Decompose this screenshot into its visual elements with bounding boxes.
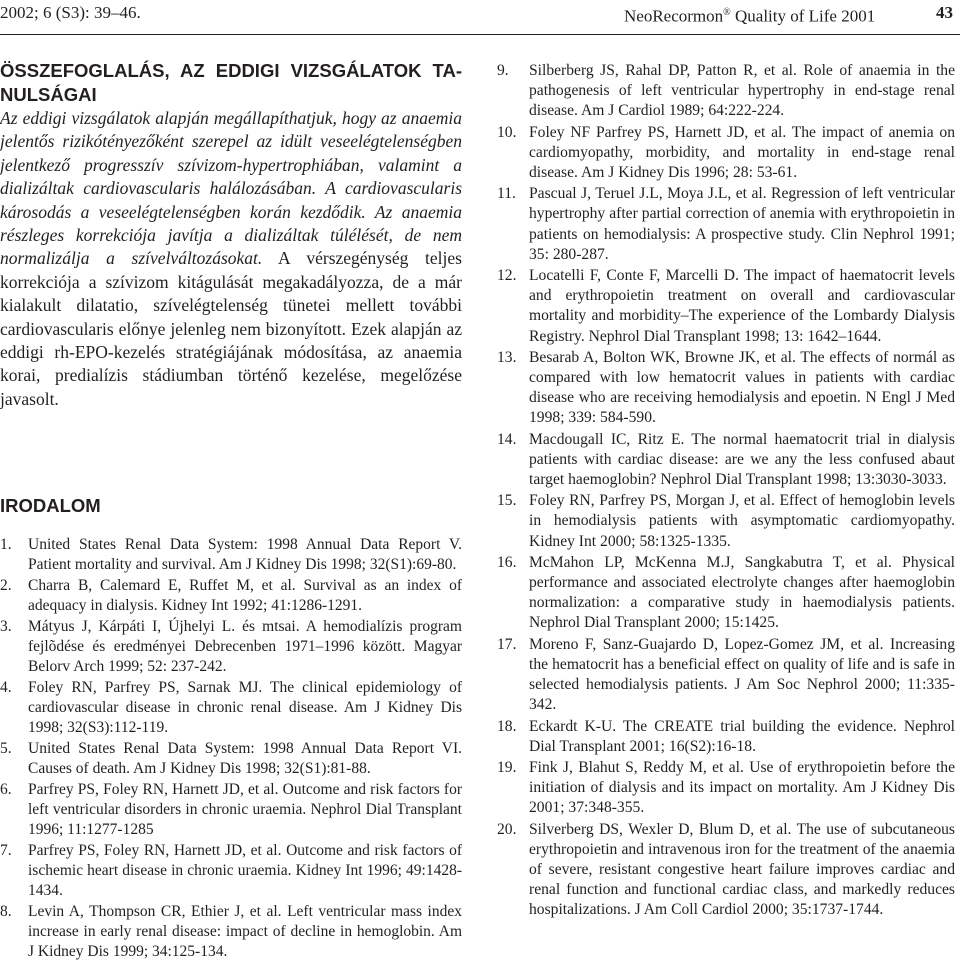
reference-item bbox=[497, 758, 955, 819]
running-title bbox=[624, 0, 875, 30]
reference-number: 16. bbox=[497, 553, 517, 571]
reference-item bbox=[0, 739, 462, 779]
reference-text: Parfrey PS, Foley RN, Harnett JD, et al. Outcome and risk factors of ischemic heart disease in chronic uraemia. Kidney Int 1996; 49:1428-1434. bbox=[28, 842, 462, 900]
reference-item bbox=[497, 820, 955, 921]
summary-text-italic: Az eddigi vizsgálatok alapján megállapíthatjuk, hogy az anaemia jelentős rizikótényezőként szerepel az idült veseelégtelenségben jelentkező progresszív szívizom-hypertrophiában, valamint a dializáltak cardiovascularis halálozásában. A cardiovascularis károsodás a veseelégtelenségben korán kezdődik. Az anaemia részleges korrekciója javítja a dializáltak túlélését, de nem normalizálja a szívelváltozásokat. bbox=[0, 108, 462, 269]
left-column bbox=[0, 59, 462, 963]
reference-number: 2. bbox=[0, 577, 12, 595]
summary-body bbox=[0, 107, 462, 411]
summary-text: A vérszegénység teljes korrekciója a szívizom kitágulását megakadályozza, de a már kialakult dilatatio, szívelégtelenség tünetei mellett további cardiovascularis előnye jelenleg nem bizonyított. Ezek alapján az eddigi rh-EPO-kezelés stratégiájának módosítása, az anaemia korai, predialízis stádiumban történő kezelése, megelőzése javasolt. bbox=[0, 248, 462, 409]
reference-text: Eckardt K-U. The CREATE trial building the evidence. Nephrol Dial Transplant 2001; 16(S2):16-18. bbox=[529, 717, 955, 755]
reference-text: United States Renal Data System: 1998 Annual Data Report V. Patient mortality and survival. Am J Kidney Dis 1998; 32(S1):69-80. bbox=[28, 536, 462, 574]
reference-text: Charra B, Calemard E, Ruffet M, et al. Survival as an index of adequacy in dialysis. Kidney Int 1992; 41:1286-1291. bbox=[28, 577, 462, 615]
reference-number: 19. bbox=[497, 758, 517, 776]
references-heading: IRODALOM bbox=[0, 495, 101, 517]
summary-heading: ÖSSZEFOGLALÁS, AZ EDDIGI VIZSGÁLATOK TA-NULSÁGAI bbox=[0, 60, 462, 105]
reference-text: United States Renal Data System: 1998 Annual Data Report VI. Causes of death. Am J Kidney Dis 1998; 32(S1):81-88. bbox=[28, 740, 462, 778]
reference-text: Foley RN, Parfrey PS, Sarnak MJ. The clinical epidemiology of cardiovascular disease in chronic renal disease. Am J Kidney Dis 1998; 32(S3):112-119. bbox=[28, 679, 462, 737]
reference-number: 5. bbox=[0, 740, 12, 758]
reference-number: 13. bbox=[497, 348, 517, 366]
page-header bbox=[0, 0, 960, 38]
reference-number: 9. bbox=[497, 62, 509, 79]
reference-item bbox=[0, 780, 462, 840]
reference-item bbox=[497, 717, 955, 757]
reference-text: Mátyus J, Kárpáti I, Újhelyi L. és mtsai. A hemodialízis program fejlõdése és eredményei Debrecenben 1971–1996 között. Magyar Belorv Arch 1999; 52: 237-242. bbox=[28, 618, 462, 676]
reference-number: 3. bbox=[0, 618, 12, 636]
reference-number: 20. bbox=[497, 820, 517, 838]
reference-item bbox=[497, 123, 955, 184]
reference-number: 8. bbox=[0, 903, 12, 921]
right-column bbox=[497, 61, 955, 922]
reference-item bbox=[497, 184, 955, 265]
reference-text: Locatelli F, Conte F, Marcelli D. The impact of haematocrit levels and erythropoietin treatment on overall and cardiovascular mortality and morbidity–The experience of the Lombardy Dialysis Registry. Nephrol Dial Transplant 1998; 13: 1642–1644. bbox=[529, 267, 955, 345]
reference-number: 14. bbox=[497, 430, 517, 448]
reference-item bbox=[0, 535, 462, 575]
reference-item bbox=[0, 678, 462, 738]
reference-number: 17. bbox=[497, 635, 517, 653]
reference-item bbox=[497, 635, 955, 716]
reference-text: Besarab A, Bolton WK, Browne JK, et al. The effects of normál as compared with low hematocrit values in patients with cardiac disease who are receiving hemodialysis and epoetin. N Engl J Med 1998; 339: 584-590. bbox=[529, 348, 955, 427]
reference-text: Levin A, Thompson CR, Ethier J, et al. Left ventricular mass index increase in early renal disease: impact of decline in hemoglobin. Am J Kidney Dis 1999; 34:125-134. bbox=[28, 903, 462, 961]
reference-number: 18. bbox=[497, 717, 517, 735]
reference-text: Foley RN, Parfrey PS, Morgan J, et al. Effect of hemoglobin levels in hemodialysis patients with asymptomatic cardiomyopathy. Kidney Int 2000; 58:1325-1335. bbox=[529, 492, 955, 550]
header-rule bbox=[0, 34, 960, 35]
running-title-rest: Quality of Life 2001 bbox=[730, 6, 876, 26]
reference-text: Pascual J, Teruel J.L, Moya J.L, et al. Regression of left ventricular hypertrophy after partial correction of anemia with erythropoietin in patients on hemodialysis: A prospective study. Clin Nephrol 1991; 35: 280-287. bbox=[529, 185, 955, 263]
reference-item bbox=[497, 430, 955, 491]
reference-number: 6. bbox=[0, 781, 12, 799]
reference-number: 11. bbox=[497, 185, 516, 203]
reference-list-left bbox=[0, 535, 462, 962]
reference-number: 1. bbox=[0, 536, 12, 554]
reference-text: Silberberg JS, Rahal DP, Patton R, et al. Role of anaemia in the pathogenesis of left ventricular hypertrophy in end-stage renal disease. Am J Cardiol 1989; 64:222-224. bbox=[529, 62, 955, 120]
reference-text: Fink J, Blahut S, Reddy M, et al. Use of erythropoietin before the initiation of dialysis and its impact on mortality. Am J Kidney Dis 2001; 37:348-355. bbox=[529, 758, 955, 817]
reference-list-right bbox=[497, 61, 955, 921]
reference-item bbox=[0, 576, 462, 616]
running-title-brand: NeoRecormon bbox=[624, 6, 724, 26]
registered-mark: ® bbox=[723, 7, 731, 18]
reference-item bbox=[497, 266, 955, 347]
reference-text: Foley NF Parfrey PS, Harnett JD, et al. The impact of anemia on cardiomyopathy, morbidity, and mortality in end-stage renal disease. Am J Kidney Dis 1996; 28: 53-61. bbox=[529, 123, 955, 182]
reference-item bbox=[0, 902, 462, 962]
reference-text: McMahon LP, McKenna M.J, Sangkabutra T, et al. Physical performance and associated electrolyte changes after haemoglobin normalization: a comparative study in haemodialysis patients. Nephrol Dial Transplant 2000; 15:1425. bbox=[529, 553, 955, 632]
reference-text: Silverberg DS, Wexler D, Blum D, et al. The use of subcutaneous erythropoietin and intravenous iron for the treatment of the anaemia of severe, resistant congestive heart failure improves cardiac and renal function and functional cardiac class, and markedly reduces hospitalizations. J Am Coll Cardiol 2000; 35:1737-1744. bbox=[529, 820, 955, 919]
reference-number: 4. bbox=[0, 679, 12, 697]
reference-text: Moreno F, Sanz-Guajardo D, Lopez-Gomez JM, et al. Increasing the hematocrit has a beneficial effect on quality of life and is safe in selected hemodialysis patients. J Am Soc Nephrol 2000; 11:335-342. bbox=[529, 635, 955, 714]
page-number: 43 bbox=[936, 3, 953, 22]
reference-item bbox=[497, 553, 955, 634]
reference-item bbox=[497, 61, 955, 122]
reference-number: 7. bbox=[0, 842, 12, 860]
reference-item bbox=[0, 841, 462, 901]
reference-item bbox=[0, 617, 462, 677]
reference-number: 10. bbox=[497, 123, 517, 141]
reference-number: 15. bbox=[497, 492, 517, 510]
reference-item bbox=[497, 491, 955, 552]
reference-text: Macdougall IC, Ritz E. The normal haematocrit trial in dialysis patients with cardiac disease: are we any the less confused abaut target haemoglobin? Nephrol Dial Transplant 1998; 13:3030-3033. bbox=[529, 430, 955, 489]
journal-citation: 2002; 6 (S3): 39–46. bbox=[0, 3, 141, 22]
reference-number: 12. bbox=[497, 267, 517, 285]
reference-text: Parfrey PS, Foley RN, Harnett JD, et al. Outcome and risk factors for left ventricular disorders in chronic uraemia. Nephrol Dial Transplant 1996; 11:1277-1285 bbox=[28, 781, 462, 839]
reference-item bbox=[497, 348, 955, 429]
